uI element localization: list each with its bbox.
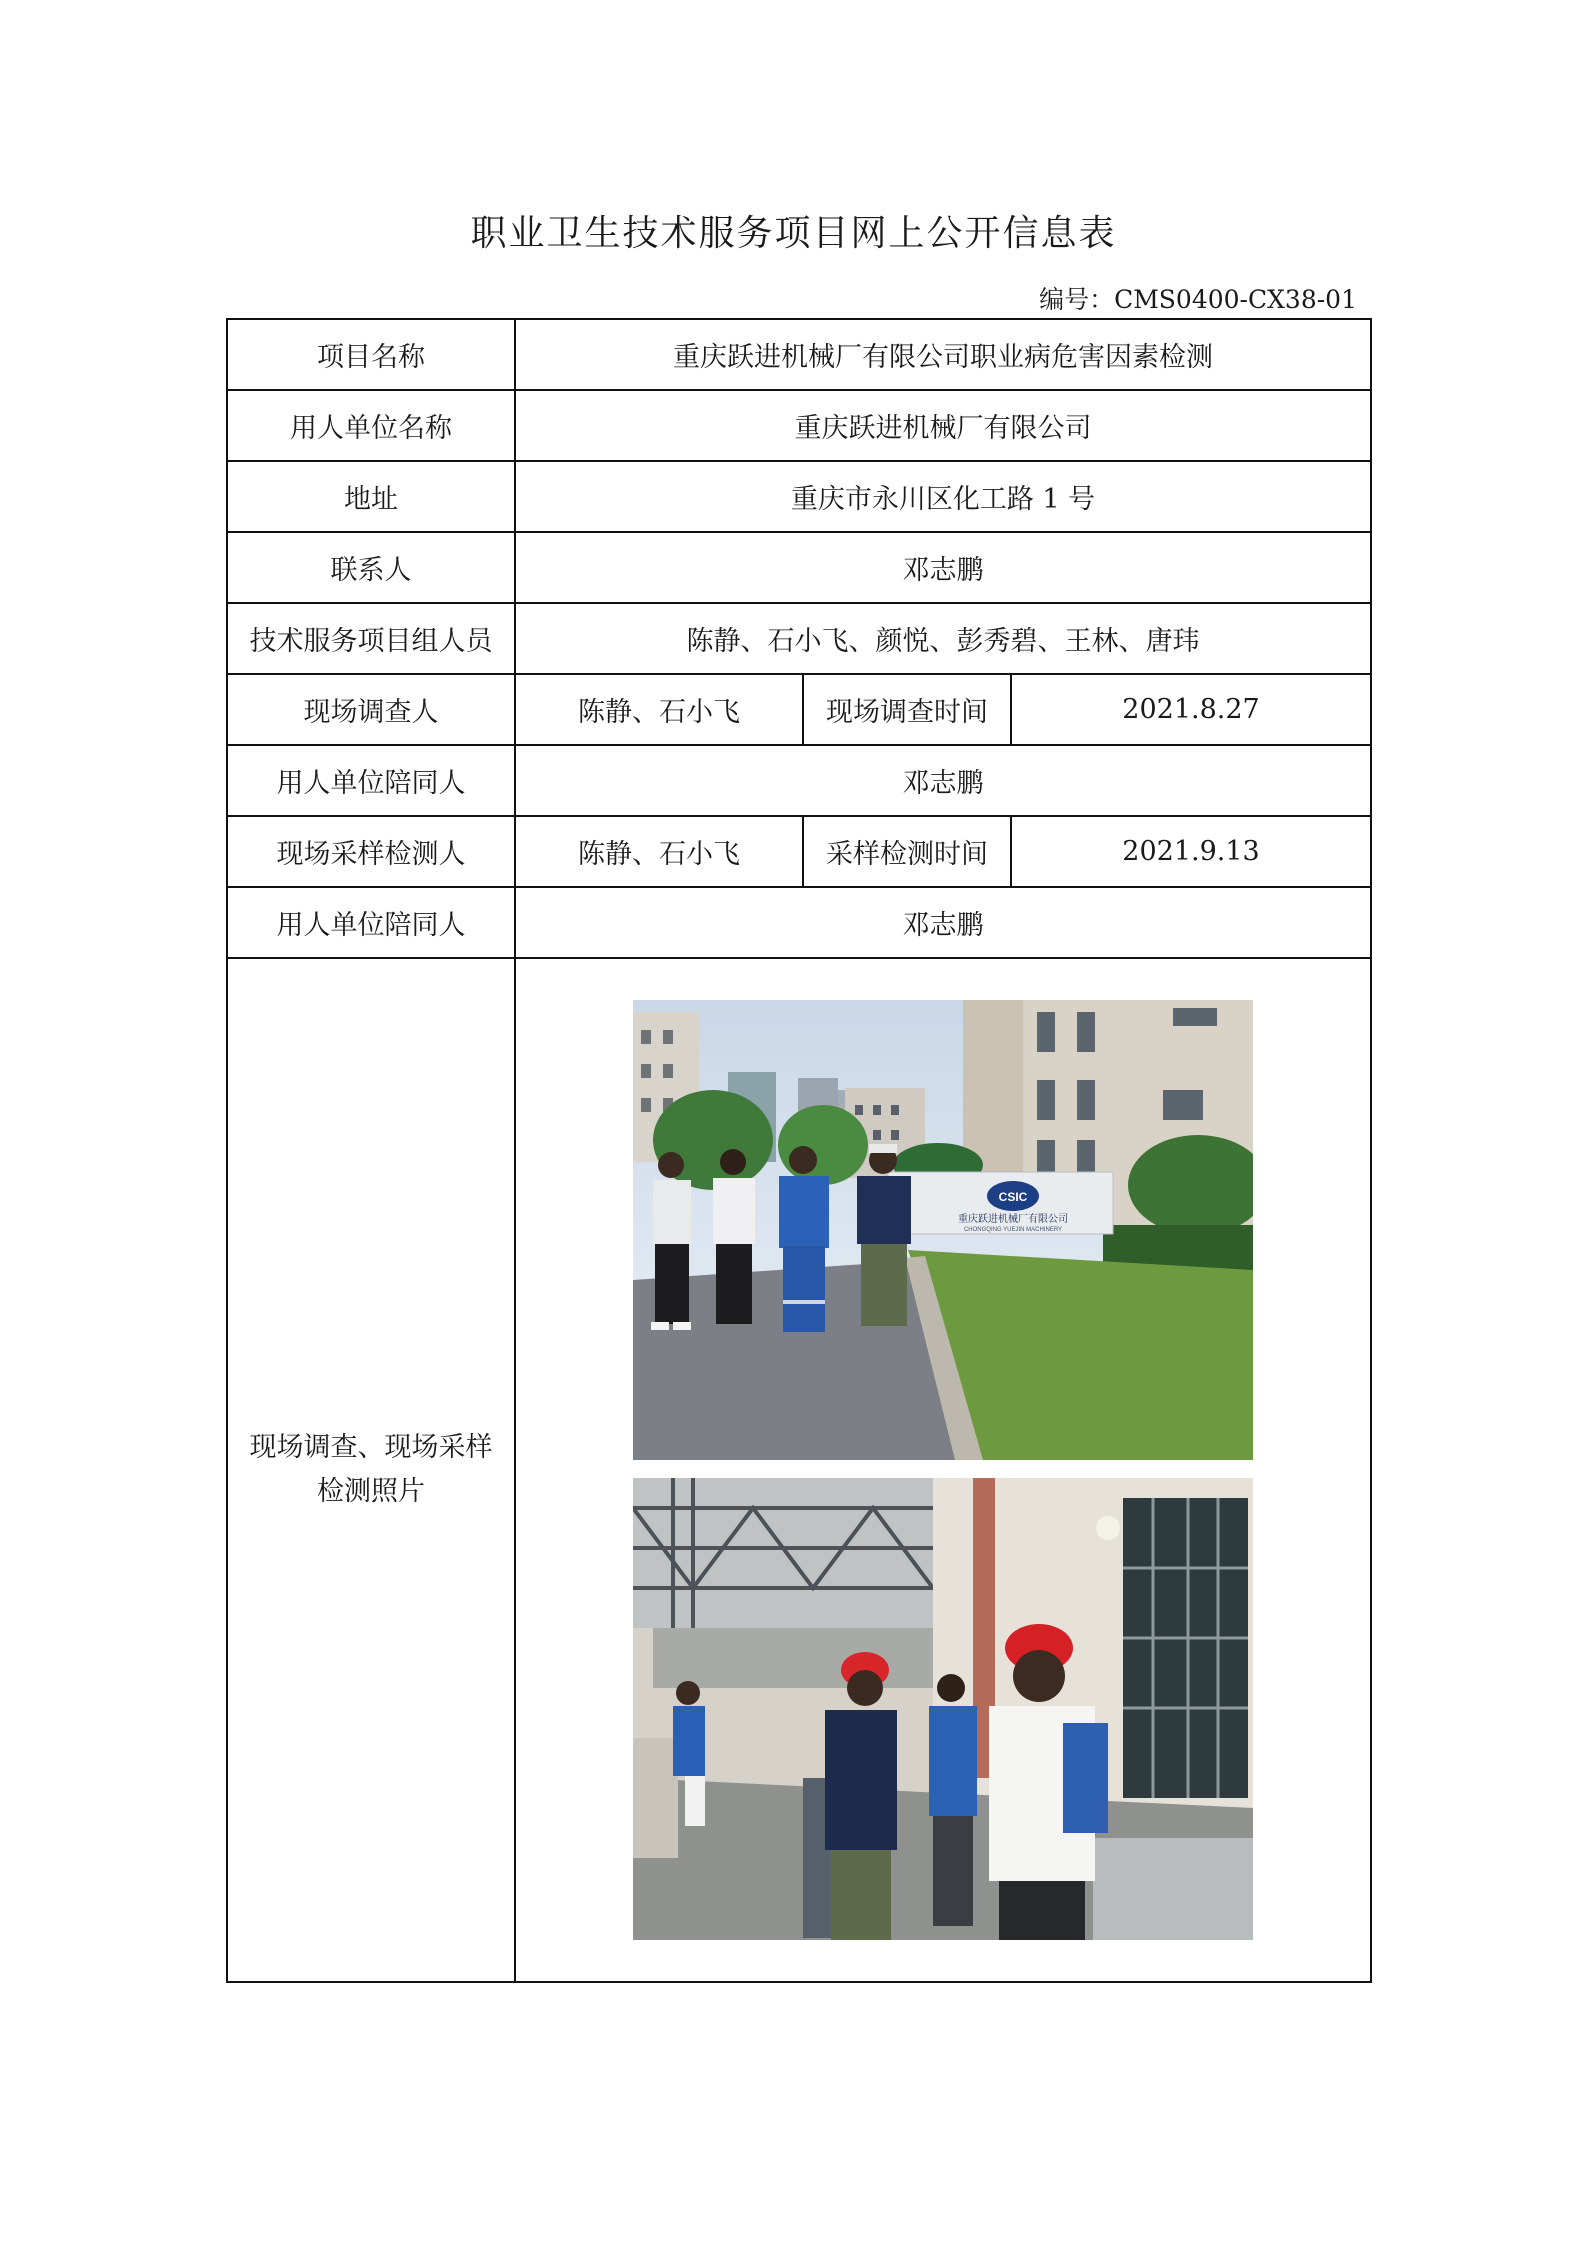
row-team — [227, 603, 1371, 674]
row-escort-2 — [227, 887, 1371, 958]
value-sampling: 陈静、石小飞 — [515, 816, 803, 887]
value-address: 重庆市永川区化工路 1 号 — [515, 461, 1371, 532]
value-sampling-time: 2021.9.13 — [1011, 816, 1371, 887]
label-team: 技术服务项目组人员 — [227, 603, 515, 674]
row-survey — [227, 674, 1371, 745]
label-survey-time: 现场调查时间 — [803, 674, 1011, 745]
row-address — [227, 461, 1371, 532]
label-sampling: 现场采样检测人 — [227, 816, 515, 887]
page-title: 职业卫生技术服务项目网上公开信息表 — [470, 213, 1117, 254]
row-project-name — [227, 319, 1371, 390]
value-survey: 陈静、石小飞 — [515, 674, 803, 745]
row-contact — [227, 532, 1371, 603]
site-sampling-photo — [633, 1478, 1253, 1940]
label-address: 地址 — [227, 461, 515, 532]
value-team: 陈静、石小飞、颜悦、彭秀碧、王林、唐玮 — [515, 603, 1371, 674]
info-table — [226, 318, 1372, 1983]
label-photos-line2: 检测照片 — [317, 1476, 425, 1507]
worker-2 — [929, 1674, 977, 1926]
sign-english-text: CHONGQING YUEJIN MACHINERY — [963, 1227, 1063, 1233]
row-sampling — [227, 816, 1371, 887]
label-project-name: 项目名称 — [227, 319, 515, 390]
label-employer-name: 用人单位名称 — [227, 390, 515, 461]
site-survey-photo — [633, 1000, 1253, 1460]
label-survey: 现场调查人 — [227, 674, 515, 745]
row-escort-1 — [227, 745, 1371, 816]
label-photos — [227, 958, 515, 1982]
value-survey-time: 2021.8.27 — [1011, 674, 1371, 745]
document-number: 编号：CMS0400-CX38-01 — [1039, 285, 1357, 314]
value-contact: 邓志鹏 — [515, 532, 1371, 603]
value-escort-1: 邓志鹏 — [515, 745, 1371, 816]
sign-logo-text: CSIC — [998, 1190, 1028, 1204]
value-project-name: 重庆跃进机械厂有限公司职业病危害因素检测 — [515, 319, 1371, 390]
label-photos-line1: 现场调查、现场采样 — [249, 1432, 493, 1463]
row-employer-name — [227, 390, 1371, 461]
label-contact: 联系人 — [227, 532, 515, 603]
photos-cell — [515, 958, 1371, 1982]
label-escort-1: 用人单位陪同人 — [227, 745, 515, 816]
value-employer-name: 重庆跃进机械厂有限公司 — [515, 390, 1371, 461]
row-photos — [227, 958, 1371, 1982]
value-escort-2: 邓志鹏 — [515, 887, 1371, 958]
label-sampling-time: 采样检测时间 — [803, 816, 1011, 887]
label-escort-2: 用人单位陪同人 — [227, 887, 515, 958]
sign-company-text: 重庆跃进机械厂有限公司 — [958, 1214, 1069, 1225]
